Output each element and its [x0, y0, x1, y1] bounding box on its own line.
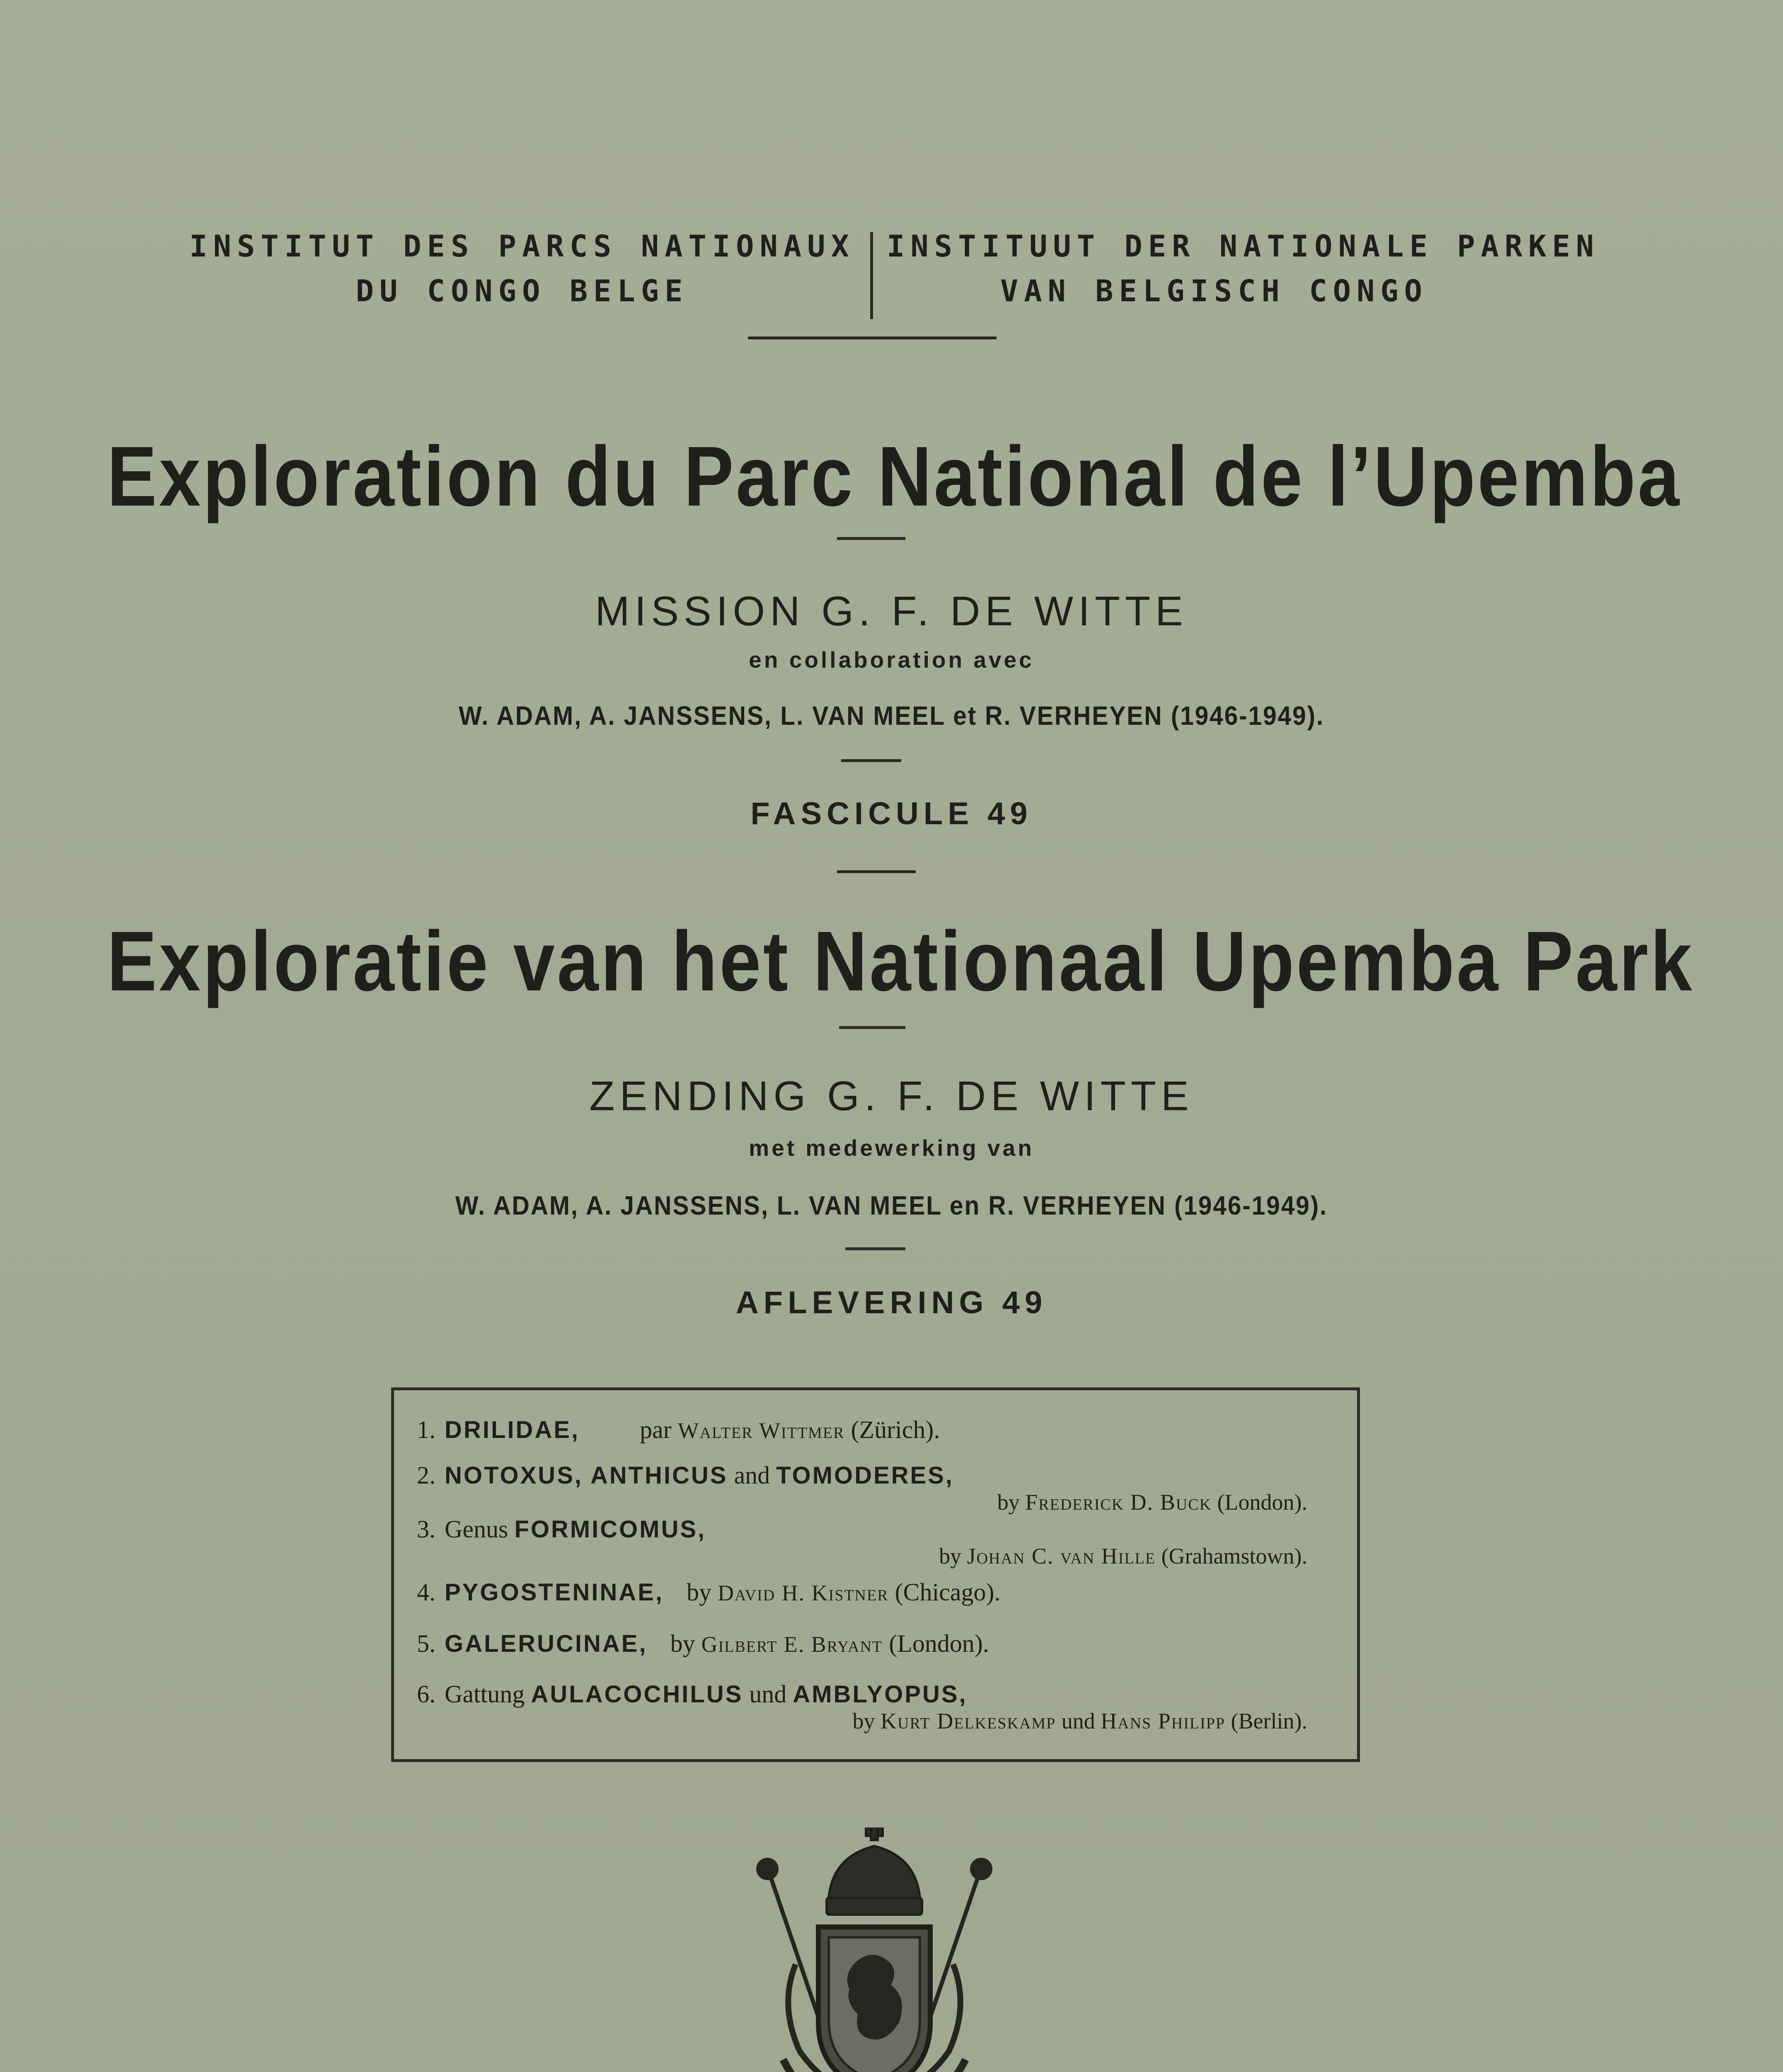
french-collab: en collaboration avec [749, 647, 1034, 673]
rule [845, 1247, 905, 1250]
header-divider [870, 232, 873, 319]
institute-line: VAN BELGISCH CONGO [1000, 274, 1428, 308]
rule [841, 759, 901, 762]
contents-item: 1. DRILIDAE, par Walter Wittmer (Zürich). [417, 1416, 940, 1443]
rule [839, 1026, 905, 1029]
french-mission: MISSION G. F. DE WITTE [595, 588, 1188, 634]
institute-line: INSTITUUT DER NATIONALE PARKEN [887, 229, 1600, 264]
french-title: Exploration du Parc National de l’Upemba [107, 429, 1682, 524]
dutch-mission: ZENDING G. F. DE WITTE [589, 1073, 1194, 1119]
dutch-authors: W. ADAM, A. JANSSENS, L. VAN MEEL en R. VERHEYEN (1946-1949). [455, 1191, 1328, 1220]
contents-item: 6. Gattung AULACOCHILUS und AMBLYOPUS, [417, 1680, 968, 1708]
rule [837, 870, 916, 873]
contents-byline: by Frederick D. Buck (London). [997, 1490, 1307, 1515]
contents-item: 5. GALERUCINAE, by Gilbert E. Bryant (London). [417, 1630, 989, 1657]
french-fascicule: FASCICULE 49 [750, 796, 1033, 831]
contents-item: 4. PYGOSTENINAE, by David H. Kistner (Chicago). [417, 1578, 1001, 1606]
institute-line: DU CONGO BELGE [356, 274, 689, 308]
contents-byline: by Johan C. van Hille (Grahamstown). [939, 1544, 1307, 1569]
rule [837, 537, 905, 540]
header-rule [748, 336, 997, 339]
french-authors: W. ADAM, A. JANSSENS, L. VAN MEEL et R. VERHEYEN (1946-1949). [459, 701, 1324, 731]
dutch-title: Exploratie van het Nationaal Upemba Park [107, 914, 1694, 1009]
contents-box [391, 1387, 1360, 1762]
contents-item: 3. Genus FORMICOMUS, [417, 1515, 706, 1543]
dutch-collab: met medewerking van [749, 1135, 1034, 1161]
institute-name-dutch [887, 224, 1600, 313]
institute-line: INSTITUT DES PARCS NATIONAUX [189, 229, 855, 264]
dutch-fascicule: AFLEVERING 49 [735, 1285, 1048, 1320]
institute-name-french [174, 224, 870, 313]
contents-byline: by Kurt Delkeskamp und Hans Philipp (Berlin). [852, 1709, 1307, 1733]
belgian-coat-of-arms-icon [746, 1828, 1003, 2072]
contents-item: 2. NOTOXUS, ANTHICUS and TOMODERES, [417, 1462, 954, 1489]
